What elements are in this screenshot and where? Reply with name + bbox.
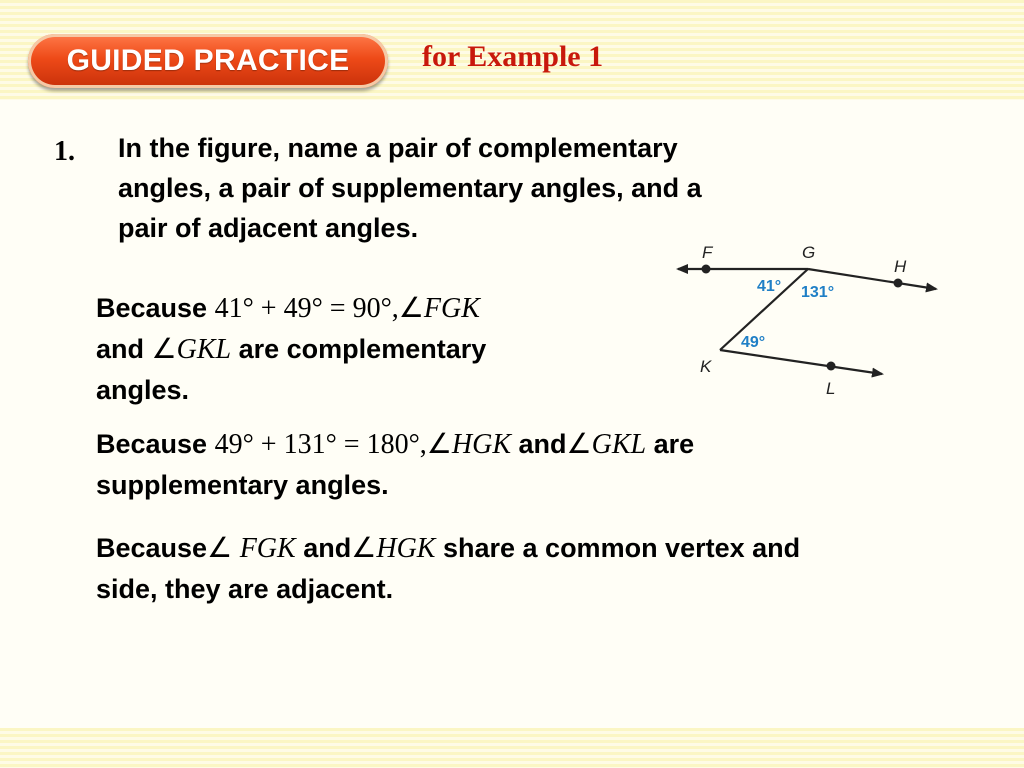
guided-practice-badge (28, 34, 388, 88)
adjacent-answer (96, 528, 800, 609)
complementary-answer (96, 288, 486, 410)
point-label-f: F (702, 243, 713, 262)
and-word: and (518, 429, 567, 459)
angle-name: GKL (591, 429, 647, 460)
point-h (894, 279, 903, 288)
point-l (827, 362, 836, 371)
angle-icon: ∠ (426, 427, 452, 460)
answer-line: side, they are adjacent. (96, 574, 394, 604)
ray-kl (720, 350, 882, 374)
because-word: Because (96, 429, 208, 459)
angle-name: FGK (239, 533, 296, 564)
and-word: and (96, 334, 145, 364)
sum-equation: 49° + 131° = 180°, (214, 429, 427, 460)
problem-number: 1. (54, 136, 75, 167)
angle-name: HGK (376, 533, 436, 564)
answer-line (96, 329, 486, 370)
point-label-k: K (700, 357, 712, 376)
angle-name: HGK (451, 429, 512, 460)
answer-line: angles. (96, 375, 190, 405)
example-reference: for Example 1 (422, 40, 604, 73)
answer-line (96, 424, 694, 465)
angle-icon: ∠ (151, 332, 177, 365)
problem-line: In the figure, name a pair of complementary (118, 133, 678, 163)
conclusion-text: are (653, 429, 695, 459)
angle-label-49: 49° (741, 334, 766, 351)
angle-name: GKL (176, 334, 232, 365)
conclusion-text: are complementary (238, 334, 487, 364)
problem-line: angles, a pair of supplementary angles, and a (118, 173, 702, 203)
angle-figure (668, 234, 958, 404)
angle-icon: ∠ (207, 531, 233, 564)
point-label-l: L (826, 379, 836, 398)
problem-statement (118, 128, 878, 248)
angle-label-41: 41° (757, 278, 782, 295)
answer-line: supplementary angles. (96, 470, 389, 500)
and-word: and (303, 533, 352, 563)
angle-label-131: 131° (801, 284, 835, 301)
conclusion-text: share a common vertex and (442, 533, 801, 563)
answer-line (96, 288, 486, 329)
footer-band (0, 728, 1024, 768)
badge-label: GUIDED PRACTICE (66, 44, 350, 77)
point-label-g: G (802, 243, 816, 262)
angle-icon: ∠ (398, 291, 424, 324)
answer-line (96, 528, 800, 569)
angle-icon: ∠ (351, 531, 377, 564)
problem-line: pair of adjacent angles. (118, 213, 419, 243)
angle-icon: ∠ (566, 427, 592, 460)
angle-name: FGK (423, 293, 480, 324)
because-word: Because (96, 293, 208, 323)
point-f (702, 265, 711, 274)
sum-equation: 41° + 49° = 90°, (214, 293, 399, 324)
point-label-h: H (894, 257, 907, 276)
supplementary-answer (96, 424, 694, 505)
because-word: Because (96, 533, 208, 563)
